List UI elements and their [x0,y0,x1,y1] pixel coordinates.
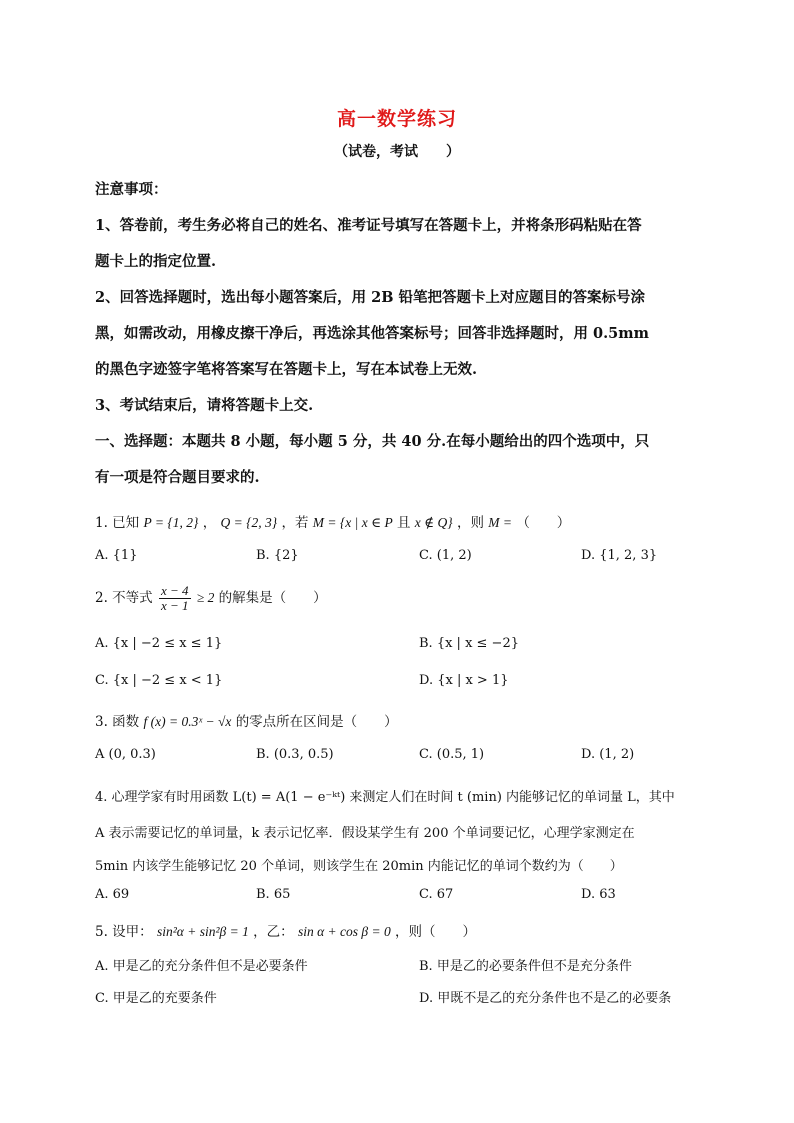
notice-heading: 注意事项： [95,181,168,198]
q1-number: 1. 已知 [95,515,140,531]
q2-option-c: C. {x | −2 ≤ x < 1} [95,673,223,688]
question-4-line-1: 4. 心理学家有时用函数 L(t) = A(1 − e⁻ᵏᵗ) 来测定人们在时间 t (min) 内能够记忆的单词量 L，其中 [95,790,675,805]
q3-option-d: D. (1, 2) [581,747,635,762]
q3-number: 3. 函数 [95,714,140,730]
q5-number: 5. 设甲： [95,924,153,940]
question-4-line-3: 5min 内该学生能够记忆 20 个单词，则该学生在 20min 内能记忆的单词个数约为（ ） [95,859,623,874]
q1-condition: x ∉ Q} [414,515,453,530]
notice-line-2: 题卡上的指定位置. [95,253,217,270]
q1-option-d: D. {1, 2, 3} [581,548,658,563]
q2-fraction-numerator: x − 4 [160,583,189,598]
q1-m-equals: M = [488,515,513,530]
q1-separator-2: ，若 [281,515,309,531]
question-3-stem [95,710,398,730]
q3-tail: 的零点所在区间是（ ） [235,714,398,730]
q2-number: 2. 不等式 [95,590,153,606]
q1-option-a: A. {1} [95,548,138,563]
notice-line-4: 黑，如需改动，用橡皮擦干净后，再选涂其他答案标号；回答非选择题时，用 0.5mm [95,325,649,342]
q1-and: 且 [397,515,411,531]
notice-line-3: 2、回答选择题时，选出每小题答案后，用 2B 铅笔把答题卡上对应题目的答案标号涂 [95,289,646,306]
q1-tail: ，则 [456,515,484,531]
q4-option-a: A. 69 [95,887,130,902]
q3-function: f (x) = 0.3ˣ − √x [143,714,232,729]
q1-set-m: M = {x | x ∈ P [312,515,393,530]
q4-option-c: C. 67 [419,887,454,902]
page-subtitle: （试卷，考试 ） [334,144,460,160]
question-2-stem [95,584,327,613]
q5-condition-jia: sin²α + sin²β = 1 [156,924,249,939]
q2-fraction [159,584,191,613]
q2-option-a: A. {x | −2 ≤ x ≤ 1} [95,636,223,651]
notice-line-6: 3、考试结束后，请将答题卡上交. [95,397,314,414]
q3-option-b: B. (0.3, 0.5) [256,747,334,762]
q5-option-d: D. 甲既不是乙的充分条件也不是乙的必要条 [419,991,672,1006]
q5-option-b: B. 甲是乙的必要条件但不是充分条件 [419,959,632,974]
section-heading-line-2: 有一项是符合题目要求的. [95,469,260,486]
q5-option-a: A. 甲是乙的充分条件但不是必要条件 [95,959,308,974]
notice-line-5: 的黑色字迹签字笔将答案写在答题卡上，写在本试卷上无效. [95,361,478,378]
q4-option-b: B. 65 [256,887,291,902]
q4-option-d: D. 63 [581,887,616,902]
q1-option-c: C. (1, 2) [419,548,472,563]
notice-line-1: 1、答卷前，考生务必将自己的姓名、准考证号填写在答题卡上，并将条形码粘贴在答 [95,217,642,234]
q5-tail: ，则（ ） [395,924,477,940]
q1-separator: ， [202,515,217,531]
q5-option-c: C. 甲是乙的充要条件 [95,991,217,1006]
q5-middle: ，乙： [253,924,294,940]
question-1-stem [95,511,570,531]
q2-fraction-denominator: x − 1 [160,598,189,613]
q3-option-a: A (0, 0.3) [95,747,156,762]
question-4-line-2: A 表示需要记忆的单词量，k 表示记忆率．假设某学生有 200 个单词要记忆，心理学家测定在 [95,826,635,841]
q1-set-p: P = {1, 2} [143,515,199,530]
q2-option-b: B. {x | x ≤ −2} [419,636,519,651]
page-title: 高一数学练习 [336,108,457,130]
section-heading-line-1: 一、选择题：本题共 8 小题，每小题 5 分，共 40 分.在每小题给出的四个选项中，只 [95,433,650,450]
question-5-stem [95,920,476,940]
q1-option-b: B. {2} [256,548,299,563]
q1-blank: （ ） [516,515,571,531]
q3-option-c: C. (0.5, 1) [419,747,485,762]
q2-inequality: ≥ 2 [196,590,215,605]
q5-condition-yi: sin α + cos β = 0 [297,924,391,939]
q2-tail: 的解集是（ ） [218,590,327,606]
q2-option-d: D. {x | x > 1} [419,673,509,688]
q1-set-q: Q = {2, 3} [220,515,278,530]
